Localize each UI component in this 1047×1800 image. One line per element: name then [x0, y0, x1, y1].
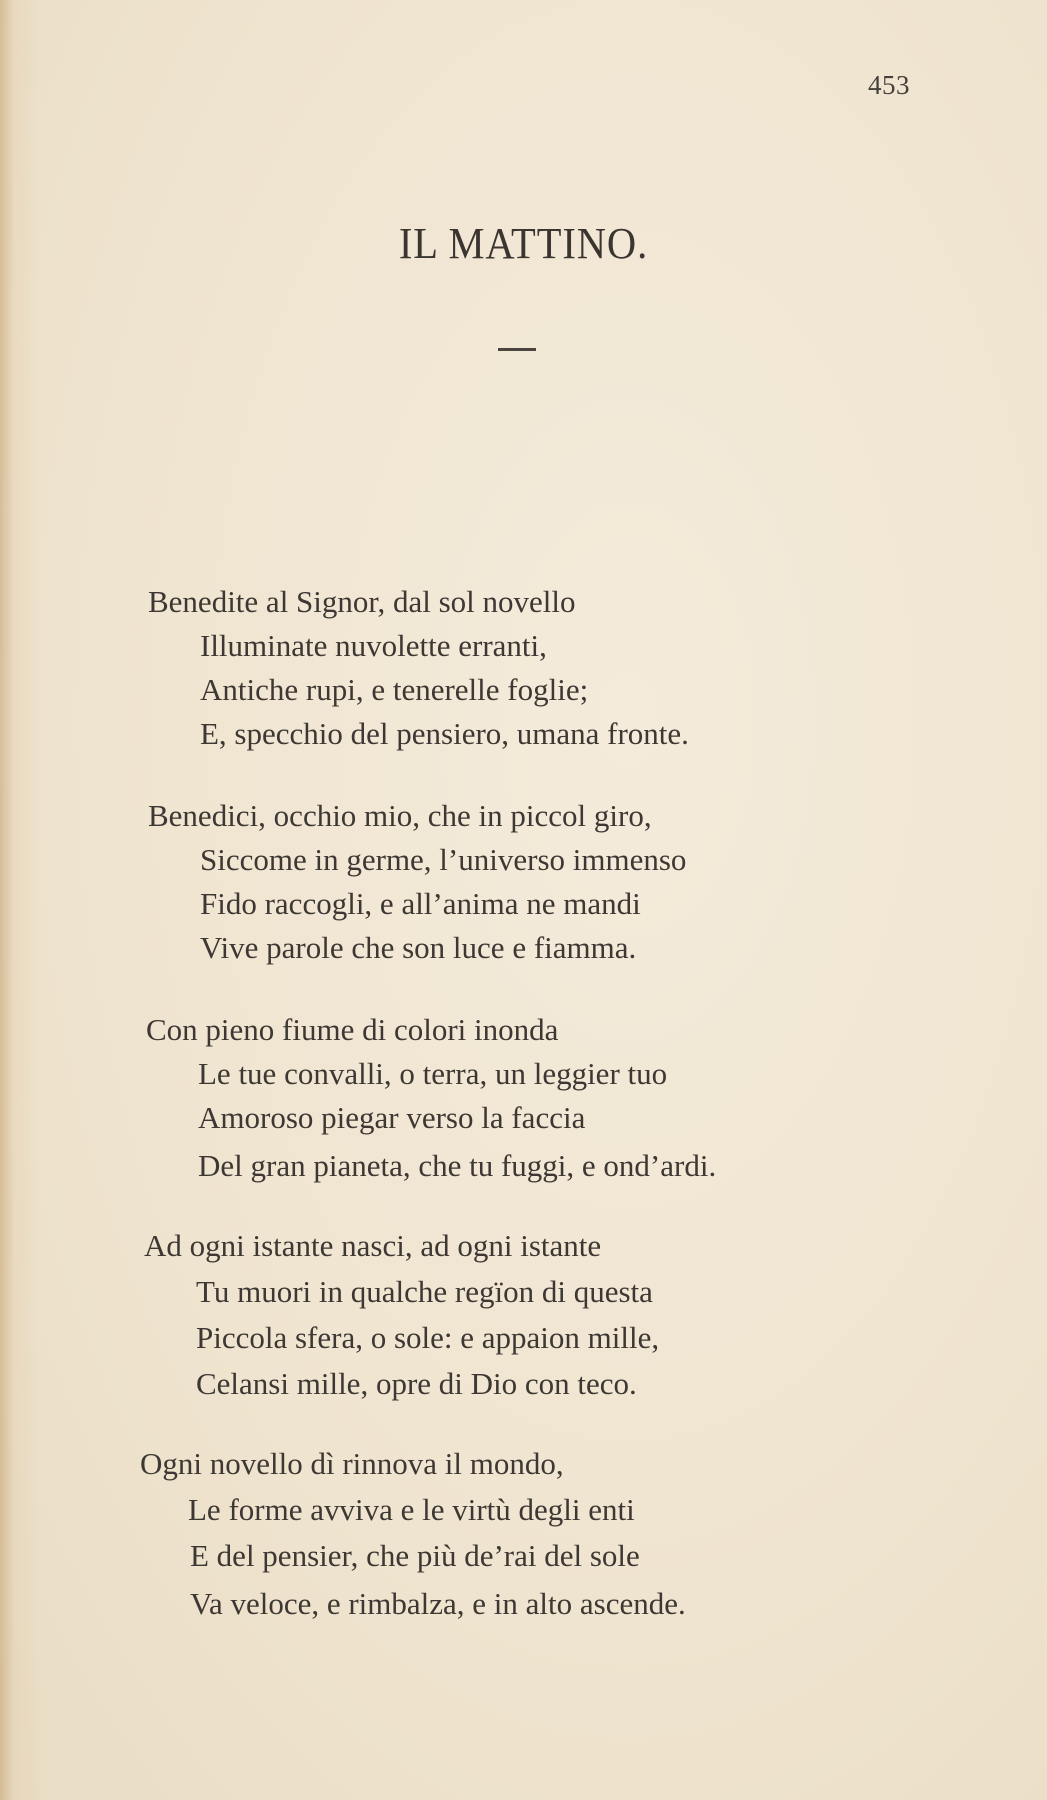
verse-line: Benedite al Signor, dal sol novello: [148, 584, 576, 619]
verse-line: Piccola sfera, o sole: e appaion mille,: [196, 1320, 660, 1355]
verse-line: Le tue convalli, o terra, un leggier tuo: [198, 1056, 668, 1091]
page-number: 453: [868, 70, 910, 100]
poem-title: IL MATTINO.: [398, 219, 649, 268]
verse-line: Amoroso piegar verso la faccia: [198, 1100, 586, 1135]
verse-line: Ogni novello dì rinnova il mondo,: [140, 1446, 564, 1481]
title-divider: [498, 348, 536, 351]
verse-line: Con pieno fiume di colori inonda: [146, 1012, 559, 1047]
verse-line: Celansi mille, opre di Dio con teco.: [196, 1366, 637, 1401]
verse-line: Le forme avviva e le virtù degli enti: [188, 1492, 635, 1527]
verse-line: Vive parole che son luce e fiamma.: [200, 930, 637, 965]
verse-line: Del gran pianeta, che tu fuggi, e ond’ardi.: [198, 1148, 717, 1183]
verse-line: Tu muori in qualche regïon di questa: [196, 1274, 653, 1309]
verse-line: Fido raccogli, e all’anima ne mandi: [200, 886, 641, 921]
verse-line: Va veloce, e rimbalza, e in alto ascende.: [190, 1586, 686, 1621]
verse-line: Ad ogni istante nasci, ad ogni istante: [144, 1228, 602, 1263]
verse-line: E del pensier, che più de’rai del sole: [190, 1538, 640, 1573]
verse-line: Illuminate nuvolette erranti,: [200, 628, 547, 663]
verse-line: Siccome in germe, l’universo immenso: [200, 842, 687, 877]
verse-line: E, specchio del pensiero, umana fronte.: [200, 716, 689, 751]
verse-line: Benedici, occhio mio, che in piccol giro,: [148, 798, 652, 833]
verse-line: Antiche rupi, e tenerelle foglie;: [200, 672, 589, 707]
